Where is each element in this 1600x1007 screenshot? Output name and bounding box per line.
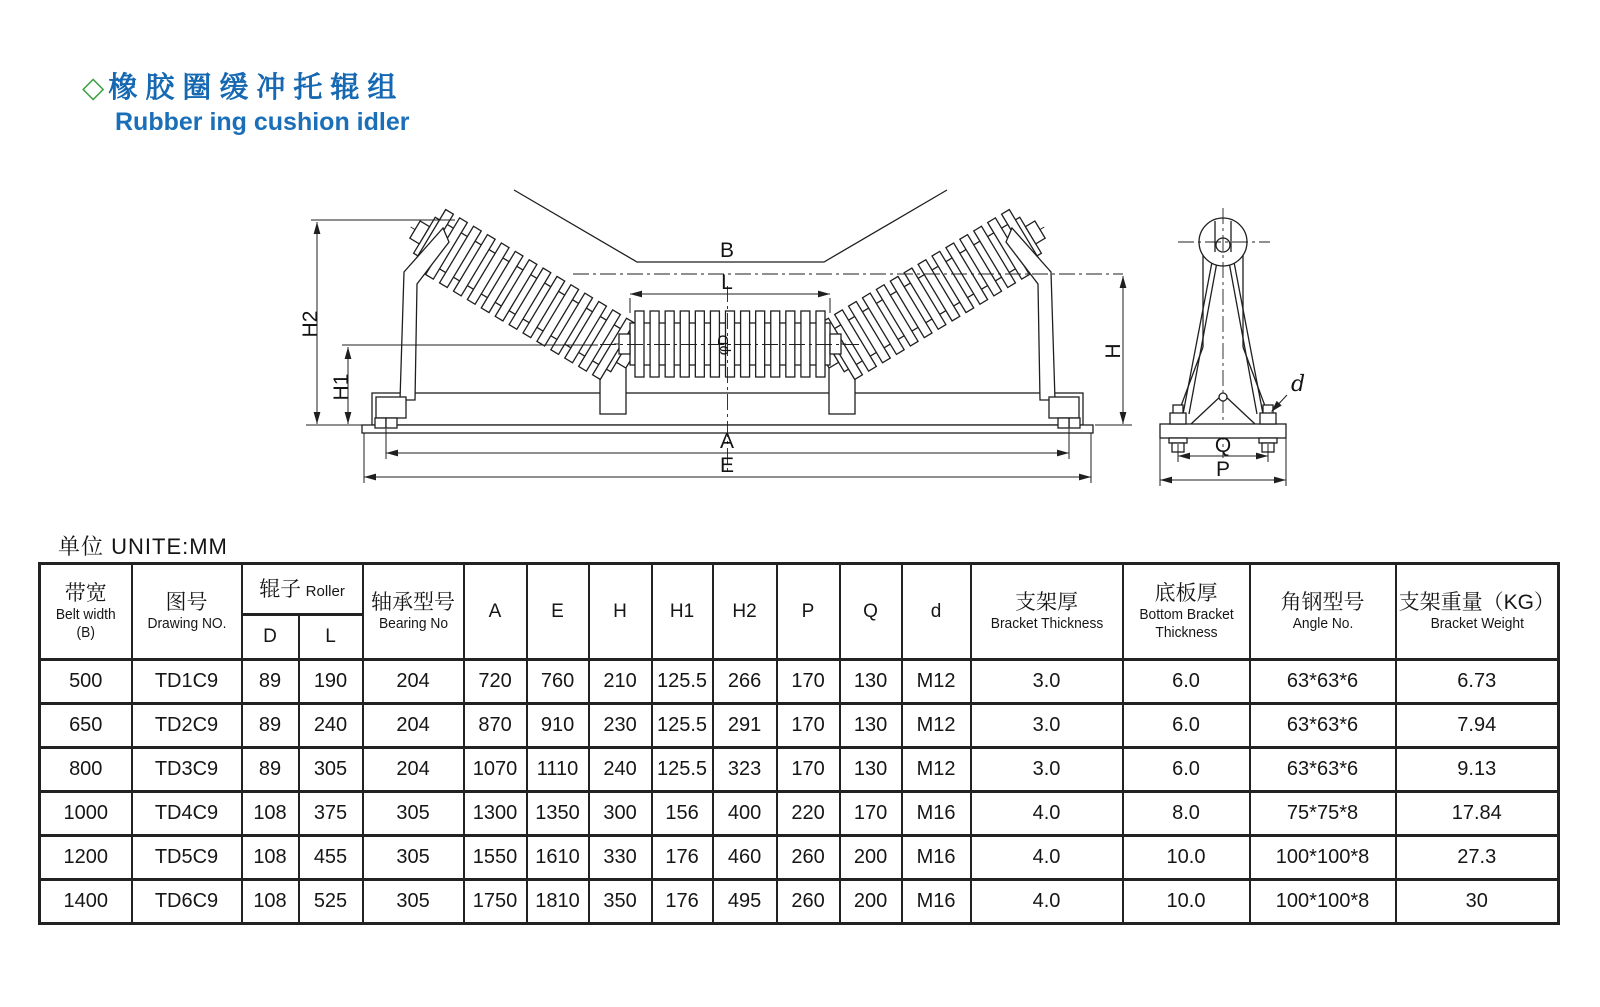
spec-cell: 400 (713, 792, 777, 836)
title-english: Rubber ing cushion idler (115, 108, 410, 136)
spec-cell: TD6C9 (132, 880, 242, 924)
col-angle-no: 角钢型号 Angle No. (1250, 564, 1396, 660)
spec-cell: 220 (777, 792, 840, 836)
spec-cell: TD1C9 (132, 660, 242, 704)
unit-note: 单位 UNITE:MM (58, 534, 228, 559)
col-q: Q (840, 564, 902, 660)
spec-cell: 210 (589, 660, 652, 704)
spec-cell: 6.0 (1123, 660, 1250, 704)
spec-cell: 870 (464, 704, 527, 748)
spec-cell: 266 (713, 660, 777, 704)
dim-label-l: L (721, 271, 733, 294)
col-h2: H2 (713, 564, 777, 660)
spec-cell: 130 (840, 704, 902, 748)
spec-cell: 63*63*6 (1250, 748, 1396, 792)
spec-cell: 204 (363, 748, 464, 792)
spec-cell: 3.0 (971, 660, 1123, 704)
table-row (40, 880, 1559, 924)
spec-cell: 9.13 (1396, 748, 1559, 792)
spec-cell: 176 (652, 880, 713, 924)
col-h1: H1 (652, 564, 713, 660)
dim-label-a: A (719, 430, 735, 453)
spec-cell: 800 (40, 748, 132, 792)
table-row (40, 836, 1559, 880)
spec-cell: 190 (299, 660, 363, 704)
spec-cell: M12 (902, 704, 971, 748)
spec-cell: 63*63*6 (1250, 660, 1396, 704)
spec-cell: 108 (242, 880, 299, 924)
spec-cell: M16 (902, 792, 971, 836)
spec-cell: 89 (242, 748, 299, 792)
spec-cell: 230 (589, 704, 652, 748)
spec-cell: 170 (777, 704, 840, 748)
col-roller: 辊子 Roller (242, 564, 363, 615)
spec-cell: 204 (363, 660, 464, 704)
spec-cell: 100*100*8 (1250, 836, 1396, 880)
spec-cell: 108 (242, 792, 299, 836)
spec-cell: 1750 (464, 880, 527, 924)
spec-cell: 1000 (40, 792, 132, 836)
side-roller-right (803, 199, 1062, 391)
dim-label-b: B (719, 239, 735, 262)
spec-cell: 89 (242, 660, 299, 704)
spec-cell: 170 (777, 660, 840, 704)
spec-cell: 10.0 (1123, 880, 1250, 924)
spec-cell: 1400 (40, 880, 132, 924)
table-row (40, 660, 1559, 704)
spec-cell: 4.0 (971, 880, 1123, 924)
spec-cell: 4.0 (971, 836, 1123, 880)
spec-cell: 130 (840, 748, 902, 792)
spec-cell: 305 (363, 836, 464, 880)
col-h: H (589, 564, 652, 660)
spec-cell: 300 (589, 792, 652, 836)
spec-cell: 240 (299, 704, 363, 748)
spec-cell: 1110 (527, 748, 589, 792)
spec-cell: M16 (902, 836, 971, 880)
spec-cell: 200 (840, 880, 902, 924)
spec-cell: 10.0 (1123, 836, 1250, 880)
spec-cell: 240 (589, 748, 652, 792)
col-bracket-thickness: 支架厚 Bracket Thickness (971, 564, 1123, 660)
spec-cell: 291 (713, 704, 777, 748)
spec-cell: 6.73 (1396, 660, 1559, 704)
side-view (1160, 208, 1305, 486)
spec-cell: 108 (242, 836, 299, 880)
spec-cell: 89 (242, 704, 299, 748)
spec-cell: 1070 (464, 748, 527, 792)
spec-cell: 460 (713, 836, 777, 880)
table-row (40, 792, 1559, 836)
spec-cell: 495 (713, 880, 777, 924)
spec-cell: 1610 (527, 836, 589, 880)
spec-cell: 170 (777, 748, 840, 792)
spec-cell: 1810 (527, 880, 589, 924)
spec-cell: 350 (589, 880, 652, 924)
spec-cell: 125.5 (652, 704, 713, 748)
col-drawing-no: 图号 Drawing NO. (132, 564, 242, 660)
col-a: A (464, 564, 527, 660)
dim-label-phi-d: φD (715, 334, 732, 356)
spec-cell: 176 (652, 836, 713, 880)
spec-cell: 720 (464, 660, 527, 704)
diamond-icon: ◇ (82, 72, 105, 104)
spec-cell: 323 (713, 748, 777, 792)
dim-label-h: H (1102, 343, 1125, 359)
spec-cell: 130 (840, 660, 902, 704)
spec-cell: 204 (363, 704, 464, 748)
spec-cell: 305 (299, 748, 363, 792)
table-row (40, 748, 1559, 792)
spec-cell: 7.94 (1396, 704, 1559, 748)
table-row (40, 704, 1559, 748)
spec-cell: 125.5 (652, 748, 713, 792)
spec-cell: 30 (1396, 880, 1559, 924)
spec-cell: 3.0 (971, 704, 1123, 748)
spec-cell: 6.0 (1123, 704, 1250, 748)
spec-cell: 100*100*8 (1250, 880, 1396, 924)
spec-cell: 170 (840, 792, 902, 836)
dim-label-h2: H2 (299, 310, 322, 338)
col-d: d (902, 564, 971, 660)
title-chinese-text: 橡胶圈缓冲托辊组 (108, 72, 405, 104)
spec-cell: 1550 (464, 836, 527, 880)
col-e: E (527, 564, 589, 660)
spec-cell: 500 (40, 660, 132, 704)
side-roller-left (394, 199, 653, 391)
spec-cell: 75*75*8 (1250, 792, 1396, 836)
spec-cell: 910 (527, 704, 589, 748)
col-bottom-bracket: 底板厚 Bottom Bracket Thickness (1123, 564, 1250, 660)
spec-cell: 156 (652, 792, 713, 836)
spec-cell: 650 (40, 704, 132, 748)
spec-cell: 260 (777, 880, 840, 924)
spec-cell: 330 (589, 836, 652, 880)
spec-cell: TD5C9 (132, 836, 242, 880)
dim-label-h1: H1 (330, 373, 353, 401)
spec-cell: 4.0 (971, 792, 1123, 836)
col-p: P (777, 564, 840, 660)
spec-cell: 260 (777, 836, 840, 880)
spec-table (38, 562, 1560, 925)
spec-cell: 6.0 (1123, 748, 1250, 792)
dim-label-e: E (719, 454, 735, 477)
dim-label-q: Q (1214, 434, 1232, 457)
spec-cell: 305 (363, 880, 464, 924)
spec-cell: TD4C9 (132, 792, 242, 836)
spec-cell: 63*63*6 (1250, 704, 1396, 748)
spec-cell: 8.0 (1123, 792, 1250, 836)
col-bracket-weight: 支架重量（KG） Bracket Weight (1396, 564, 1559, 660)
spec-table-body (40, 660, 1559, 924)
spec-cell: 305 (363, 792, 464, 836)
col-roller-l: L (299, 615, 363, 660)
spec-cell: 27.3 (1396, 836, 1559, 880)
spec-cell: 375 (299, 792, 363, 836)
spec-cell: 17.84 (1396, 792, 1559, 836)
spec-cell: 525 (299, 880, 363, 924)
front-view (299, 190, 1132, 483)
spec-cell: M12 (902, 660, 971, 704)
spec-cell: M12 (902, 748, 971, 792)
col-bearing: 轴承型号 Bearing No (363, 564, 464, 660)
spec-cell: 760 (527, 660, 589, 704)
col-roller-d: D (242, 615, 299, 660)
dim-label-p: P (1215, 458, 1231, 481)
spec-cell: 1350 (527, 792, 589, 836)
spec-cell: TD3C9 (132, 748, 242, 792)
spec-cell: 200 (840, 836, 902, 880)
spec-cell: 3.0 (971, 748, 1123, 792)
spec-cell: 125.5 (652, 660, 713, 704)
spec-cell: TD2C9 (132, 704, 242, 748)
dim-label-d: d (1291, 372, 1306, 397)
spec-cell: 1200 (40, 836, 132, 880)
spec-cell: 455 (299, 836, 363, 880)
col-belt-width: 带宽 Belt width (B) (40, 564, 132, 660)
spec-cell: 1300 (464, 792, 527, 836)
spec-cell: M16 (902, 880, 971, 924)
